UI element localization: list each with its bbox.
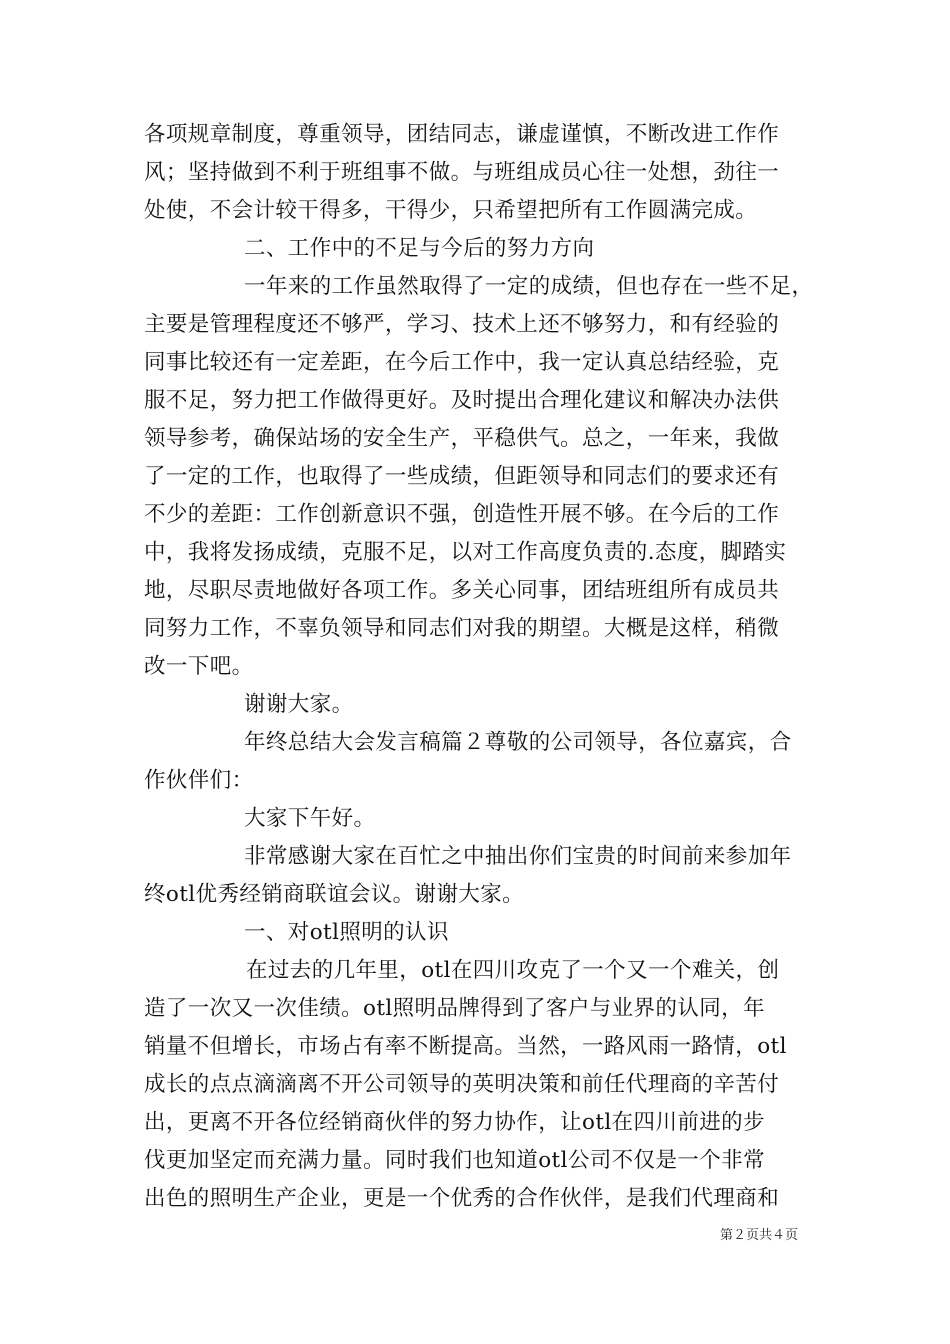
paragraph-line: 了一定的工作，也取得了一些成绩，但距领导和同志们的要求还有	[144, 464, 780, 489]
paragraph-line: 终otl优秀经销商联谊会议。谢谢大家。	[144, 882, 525, 907]
paragraph-line: 处使，不会计较干得多，干得少，只希望把所有工作圆满完成。	[144, 198, 758, 223]
paragraph-line: 造了一次又一次佳绩。otl照明品牌得到了客户与业界的认同，年	[144, 996, 765, 1021]
paragraph-line: 同努力工作，不辜负领导和同志们对我的期望。大概是这样，稍微	[144, 616, 780, 641]
paragraph-line: 地，尽职尽责地做好各项工作。多关心同事，团结班组所有成员共	[144, 578, 780, 603]
paragraph-line: 主要是管理程度还不够严，学习、技术上还不够努力，和有经验的	[144, 312, 780, 337]
section-heading: 二、工作中的不足与今后的努力方向	[244, 236, 595, 261]
paragraph-line: 作伙伴们：	[144, 768, 254, 793]
section-heading: 一、对otl照明的认识	[244, 920, 449, 945]
paragraph-line: 风；坚持做到不利于班组事不做。与班组成员心往一处想，劲往一	[144, 160, 780, 185]
paragraph-line: 出，更离不开各位经销商伙伴的努力协作，让otl在四川前进的步	[144, 1110, 765, 1135]
paragraph-line: 非常感谢大家在百忙之中抽出你们宝贵的时间前来参加年	[244, 844, 792, 869]
paragraph-line: 中，我将发扬成绩，克服不足，以对工作高度负责的.态度，脚踏实	[144, 540, 787, 565]
paragraph-line: 年终总结大会发言稿篇２尊敬的公司领导，各位嘉宾，合	[244, 730, 792, 755]
paragraph-line: 各项规章制度，尊重领导，团结同志，谦虚谨慎，不断改进工作作	[144, 122, 780, 147]
paragraph-line: 销量不但增长，市场占有率不断提高。当然，一路风雨一路情，otl	[144, 1034, 787, 1059]
page-number-footer: 第２页共４页	[720, 1228, 799, 1243]
paragraph-line: 大家下午好。	[244, 806, 376, 831]
paragraph-line: 服不足，努力把工作做得更好。及时提出合理化建议和解决办法供	[144, 388, 780, 413]
paragraph-line: 一年来的工作虽然取得了一定的成绩，但也存在一些不足，	[244, 274, 814, 299]
paragraph-line: 在过去的几年里，otl在四川攻克了一个又一个难关，创	[246, 958, 780, 983]
paragraph-line: 谢谢大家。	[244, 692, 354, 717]
paragraph-line: 出色的照明生产企业，更是一个优秀的合作伙伴，是我们代理商和	[144, 1186, 780, 1211]
paragraph-line: 领导参考，确保站场的安全生产，平稳供气。总之，一年来，我做	[144, 426, 780, 451]
paragraph-line: 改一下吧。	[144, 654, 254, 679]
paragraph-line: 不少的差距：工作创新意识不强，创造性开展不够。在今后的工作	[144, 502, 780, 527]
paragraph-line: 同事比较还有一定差距，在今后工作中，我一定认真总结经验，克	[144, 350, 780, 375]
paragraph-line: 成长的点点滴滴离不开公司领导的英明决策和前任代理商的辛苦付	[144, 1072, 780, 1097]
paragraph-line: 伐更加坚定而充满力量。同时我们也知道otl公司不仅是一个非常	[144, 1148, 765, 1173]
